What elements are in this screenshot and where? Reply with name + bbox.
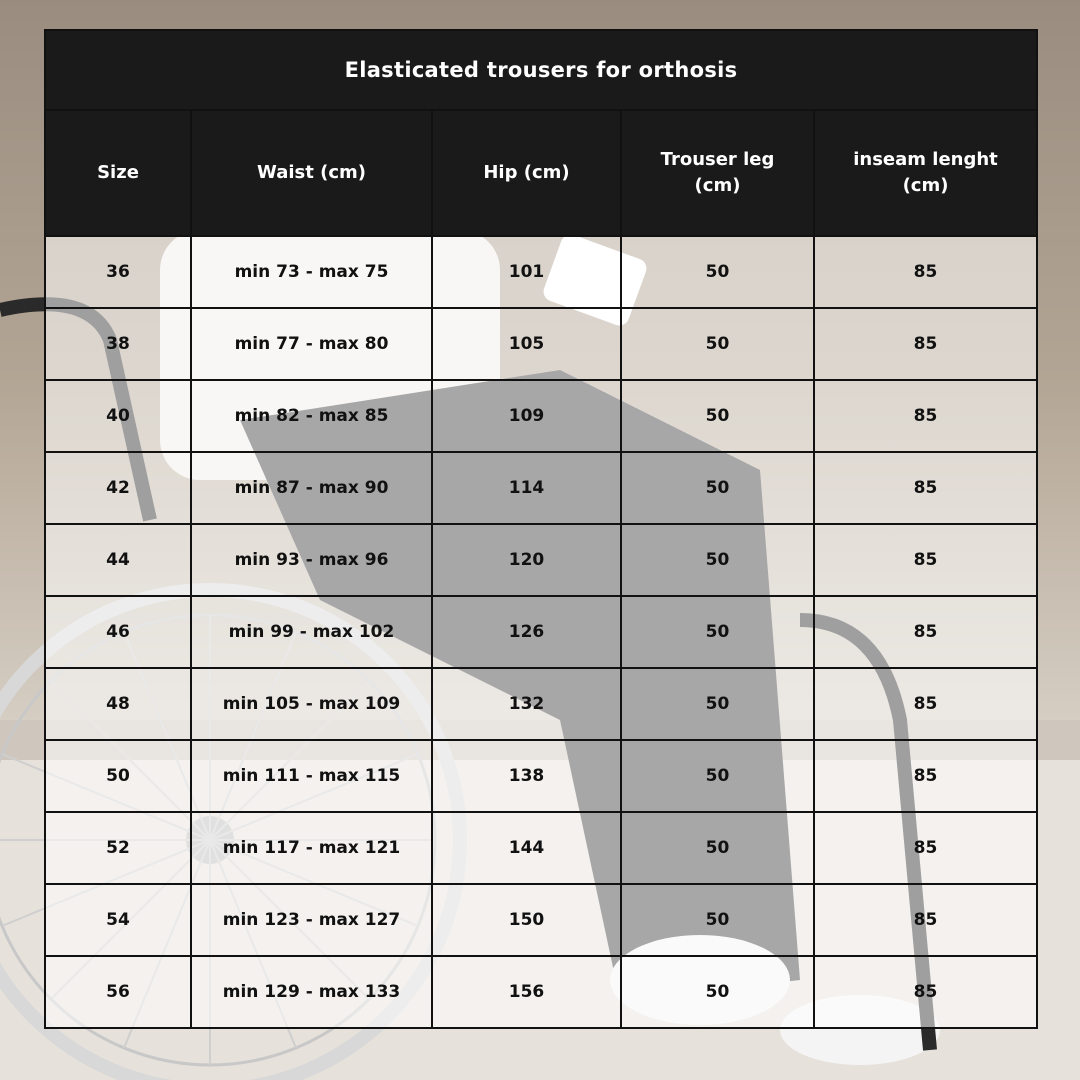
column-header-label: Waist (cm) bbox=[257, 162, 366, 183]
cell-inseam-length: 85 bbox=[814, 956, 1037, 1028]
cell-waist: min 105 - max 109 bbox=[191, 668, 432, 740]
cell-trouser-leg: 50 bbox=[621, 452, 814, 524]
cell-size: 38 bbox=[45, 308, 191, 380]
column-header-trouser-leg bbox=[621, 110, 814, 236]
cell-size: 50 bbox=[45, 740, 191, 812]
cell-waist: min 93 - max 96 bbox=[191, 524, 432, 596]
column-header-waist bbox=[191, 110, 432, 236]
cell-size: 36 bbox=[45, 236, 191, 308]
cell-inseam-length: 85 bbox=[814, 308, 1037, 380]
table-row bbox=[45, 308, 1037, 380]
cell-trouser-leg: 50 bbox=[621, 668, 814, 740]
table-row bbox=[45, 740, 1037, 812]
cell-trouser-leg: 50 bbox=[621, 380, 814, 452]
table-row bbox=[45, 452, 1037, 524]
cell-size: 56 bbox=[45, 956, 191, 1028]
cell-hip: 109 bbox=[432, 380, 621, 452]
cell-waist: min 99 - max 102 bbox=[191, 596, 432, 668]
table-row bbox=[45, 884, 1037, 956]
cell-trouser-leg: 50 bbox=[621, 236, 814, 308]
cell-waist: min 82 - max 85 bbox=[191, 380, 432, 452]
cell-size: 48 bbox=[45, 668, 191, 740]
cell-hip: 132 bbox=[432, 668, 621, 740]
column-header-hip bbox=[432, 110, 621, 236]
cell-trouser-leg: 50 bbox=[621, 308, 814, 380]
cell-inseam-length: 85 bbox=[814, 884, 1037, 956]
cell-waist: min 87 - max 90 bbox=[191, 452, 432, 524]
table-row bbox=[45, 380, 1037, 452]
column-header-label: Trouser leg (cm) bbox=[660, 149, 775, 196]
cell-size: 44 bbox=[45, 524, 191, 596]
cell-inseam-length: 85 bbox=[814, 740, 1037, 812]
cell-trouser-leg: 50 bbox=[621, 740, 814, 812]
cell-waist: min 111 - max 115 bbox=[191, 740, 432, 812]
cell-size: 52 bbox=[45, 812, 191, 884]
cell-hip: 126 bbox=[432, 596, 621, 668]
table-row bbox=[45, 812, 1037, 884]
cell-inseam-length: 85 bbox=[814, 812, 1037, 884]
cell-trouser-leg: 50 bbox=[621, 596, 814, 668]
cell-hip: 138 bbox=[432, 740, 621, 812]
cell-waist: min 129 - max 133 bbox=[191, 956, 432, 1028]
cell-hip: 114 bbox=[432, 452, 621, 524]
cell-size: 46 bbox=[45, 596, 191, 668]
column-header-inseam-length bbox=[814, 110, 1037, 236]
table-row bbox=[45, 236, 1037, 308]
cell-size: 40 bbox=[45, 380, 191, 452]
cell-inseam-length: 85 bbox=[814, 236, 1037, 308]
cell-hip: 156 bbox=[432, 956, 621, 1028]
column-header-label: Hip (cm) bbox=[483, 162, 570, 183]
cell-hip: 120 bbox=[432, 524, 621, 596]
cell-size: 42 bbox=[45, 452, 191, 524]
table-row bbox=[45, 956, 1037, 1028]
cell-size: 54 bbox=[45, 884, 191, 956]
size-chart bbox=[44, 29, 1036, 1051]
cell-inseam-length: 85 bbox=[814, 524, 1037, 596]
cell-trouser-leg: 50 bbox=[621, 812, 814, 884]
cell-inseam-length: 85 bbox=[814, 596, 1037, 668]
table-row bbox=[45, 596, 1037, 668]
column-header-label: inseam lenght (cm) bbox=[853, 149, 998, 196]
cell-hip: 101 bbox=[432, 236, 621, 308]
column-header-size bbox=[45, 110, 191, 236]
table-title: Elasticated trousers for orthosis bbox=[45, 30, 1037, 110]
cell-trouser-leg: 50 bbox=[621, 524, 814, 596]
cell-inseam-length: 85 bbox=[814, 380, 1037, 452]
cell-hip: 150 bbox=[432, 884, 621, 956]
cell-inseam-length: 85 bbox=[814, 668, 1037, 740]
cell-waist: min 123 - max 127 bbox=[191, 884, 432, 956]
size-table bbox=[44, 29, 1038, 1029]
table-row bbox=[45, 524, 1037, 596]
column-header-label: Size bbox=[97, 162, 139, 183]
cell-waist: min 117 - max 121 bbox=[191, 812, 432, 884]
cell-waist: min 77 - max 80 bbox=[191, 308, 432, 380]
table-row bbox=[45, 668, 1037, 740]
cell-trouser-leg: 50 bbox=[621, 884, 814, 956]
cell-hip: 144 bbox=[432, 812, 621, 884]
cell-trouser-leg: 50 bbox=[621, 956, 814, 1028]
cell-waist: min 73 - max 75 bbox=[191, 236, 432, 308]
cell-hip: 105 bbox=[432, 308, 621, 380]
cell-inseam-length: 85 bbox=[814, 452, 1037, 524]
